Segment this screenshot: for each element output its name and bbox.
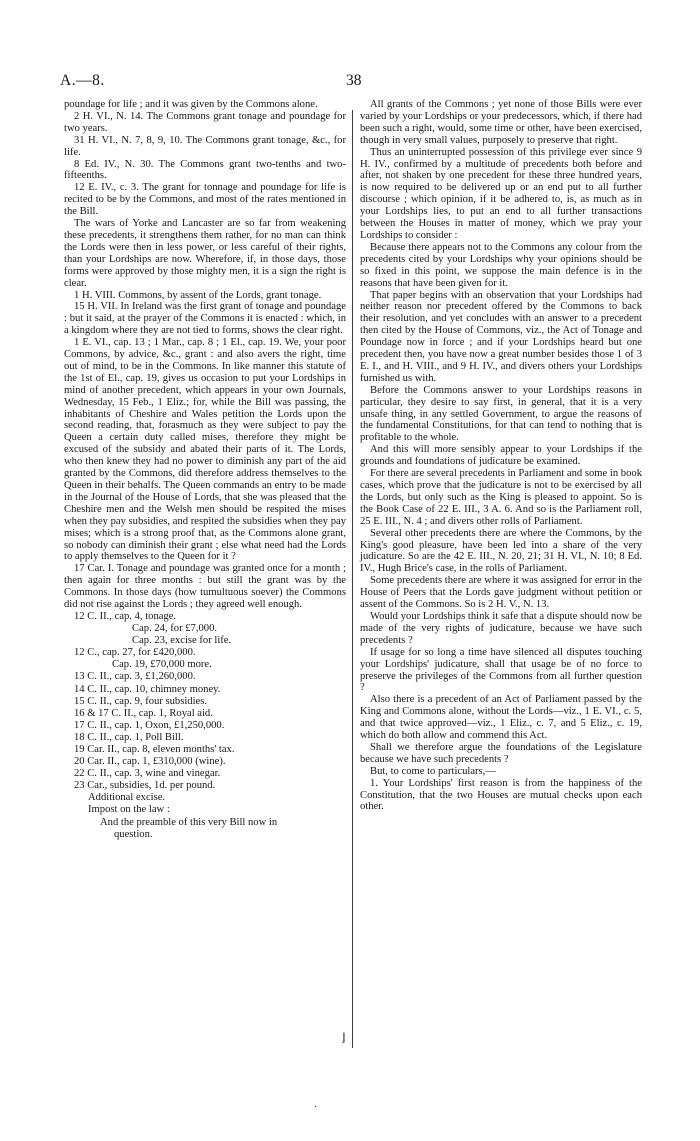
paragraph: Thus an uninterrupted possession of this privilege ever since 9 H. IV., confirmed by a multitude of precedents both before and after, not shaken by one precedent for these three hundred years, is now required to be delivered up or an end put to all further discourse ; which opinion, if it be adhered to, is, as much as in your Lordships lies, to put an end to all further transactions between the Houses in matter of money, which we pray your Lordships to consider : [360,146,642,241]
paragraph: That paper begins with an observation that your Lordships had neither reason nor precedent offered by the Commons to back their resolution, and yet concludes with an answer to a precedent then cited by the House of Commons, viz., the Act of Tonage and Poundage now in force ; and if your Lordships heard but one precedent then, you have now a great number besides those 1 of 3 E. I., and H. VIII., and 9 H. IV., and divers others your Lordships furnished us with. [360,289,642,384]
paragraph: Some precedents there are where it was assigned for error in the House of Peers that the Lords gave judgment without petition or assent of the Commons. So is 2 H. V., N. 13. [360,575,642,611]
list-item: 13 C. II., cap. 3, £1,260,000. [74,671,196,683]
paragraph: 17 Car. I. Tonage and poundage was granted once for a month ; then again for three months : but still the grant was by the Commons. In those days (how tumultuous soever) the Commons did not rise against the Lords ; they agreed well enough. [64,563,346,611]
list-item: 22 C. II., cap. 3, wine and vinegar. [74,768,221,780]
paragraph: Would your Lordships think it safe that a dispute should now be made of the very rights of judicature, because we have such precedents ? [360,610,642,646]
page-number: 38 [346,72,362,89]
page-mark: · [314,1102,318,1113]
paragraph: If usage for so long a time have silenced all disputes touching your Lordships' judicature, shall that usage be of no force to preserve the privileges of the Commons from all further question ? [360,646,642,694]
list-item: 14 C. II., cap. 10, chimney money. [74,683,221,695]
list-item: 12 C., cap. 27, for £420,000. [74,647,196,659]
list-item: Cap. 23, excise for life. [132,635,232,647]
paragraph: The wars of Yorke and Lancaster are so far from weakening these precedents, it strengthens them rather, for no man can think the Lords were then in less power, or less careful of their rights, than your Lordships are now. Wherefore, if, in those days, those forms were approved by those mighty men, it is a sign the right is clear. [64,218,346,289]
paragraph: 8 Ed. IV., N. 30. The Commons grant two-tenths and two-fifteenths. [64,158,346,182]
paragraph: 12 E. IV., c. 3. The grant for tonnage and poundage for life is recited to be by the Commons, and most of the rates mentioned in the Bill. [64,182,346,218]
bracket-mark: ⌋ [341,1032,346,1044]
list-item: 20 Car. II., cap. 1, £310,000 (wine). [74,756,226,768]
list-item: 12 C. II., cap. 4, tonage. [74,610,177,622]
list-item: 15 C. II., cap. 9, four subsidies. [74,695,207,707]
page-header [60,72,640,92]
paragraph: And this will more sensibly appear to your Lordships if the grounds and foundations of judicature be examined. [360,444,642,468]
paragraph: Also there is a precedent of an Act of Parliament passed by the King and Commons alone, without the Lords—viz., 1 E. VI., c. 5, and that twice approved—viz., 1 Eliz., c. 7, and 5 Eliz., c. 19, which do both allow and commend this Act. [360,694,642,742]
paragraph: 31 H. VI., N. 7, 8, 9, 10. The Commons grant tonage, &c., for life. [64,134,346,158]
list-item: And the preamble of this very Bill now in [100,816,278,828]
paragraph: 2 H. VI., N. 14. The Commons grant tonage and poundage for two years. [64,110,346,134]
paragraph: 1 E. VI., cap. 13 ; 1 Mar., cap. 8 ; 1 El., cap. 19. We, your poor Commons, by advice, &c., grant : and also avers the right, time out of mind, to be in the Commons. In like manner this statute of the 1st of El., cap. 19, gives us occasion to put your Lordships in mind of another precedent, which appears in your own Journals, Wednesday, 15 Feb., 1 Eliz.; for, while the Bill was passing, the inhabitants of Cheshire and Wales petition the Lords upon the second reading, that, forasmuch as they were subject to pay the Queen a certain duty called mises, therefore they might be excused of the subsidy and abated their parts of it. The Lords, who then knew they had no power to diminish any part of the aid granted by the Commons, did therefore address themselves to the Queen in their behalfs. The Queen commands an entry to be made in the Journal of the House of Lords, that she was pleased that the Cheshire men and the Welsh men should be respited the mises when they pay subsidies, and respited the subsidies when they pay mises; which is a strong proof that, as the Commons alone grant, so nobody can diminish their grant ; else what need had the Lords to apply themselves to the Queen for it ? [64,337,346,563]
paragraph: For there are several precedents in Parliament and some in book cases, which prove that the judicature is not to be exercised by all the Lords, but only such as the King is pleased to appoint. So is the Book Case of 22 E. III., 3 A. 6. And so is the Parliament roll, 25 E. III., N. 4 ; and divers other rolls of Parliament. [360,468,642,527]
paragraph: Before the Commons answer to your Lordships reasons in particular, they desire to say first, in general, that it is a very unsafe thing, in any settled Government, to argue the reasons of the fundamental Constitutions, for that can tend to nothing that is profitable to the whole. [360,384,642,444]
list-item: Additional excise. [88,792,166,804]
list-item: Cap. 24, for £7,000. [132,623,218,635]
paragraph: All grants of the Commons ; yet none of those Bills were ever varied by your Lordships or your predecessors, which, if there had been such a right, would, some time or other, have been exercised, though in very small values, purposely to preserve that right. [360,99,642,146]
list-item: 18 C. II., cap. 1, Poll Bill. [74,731,184,743]
list-item: 23 Car., subsidies, 1d. per pound. [74,780,216,792]
paragraph: 1. Your Lordships' first reason is from the happiness of the Constitution, that the two Houses are mutual checks upon each other. [360,777,642,813]
list-item: Impost on the law : [88,804,170,816]
paragraph: 1 H. VIII. Commons, by assent of the Lords, grant tonage. [74,289,322,301]
list-item: question. [114,828,153,840]
statute-list [64,611,346,841]
list-item: 16 & 17 C. II., cap. 1, Royal aid. [74,707,213,719]
paragraph: Shall we therefore argue the foundations of the Legislature because we have such precedents ? [360,741,642,765]
list-item: 17 C. II., cap. 1, Oxon, £1,250,000. [74,719,225,731]
list-item: 19 Car. II., cap. 8, eleven months' tax. [74,744,235,755]
paragraph: But, to come to particulars,— [370,765,496,777]
paragraph: poundage for life ; and it was given by the Commons alone. [64,99,318,110]
list-item: Cap. 19, £70,000 more. [112,659,212,671]
right-column [360,99,642,813]
left-column [64,99,346,841]
document-reference: A.—8. [60,72,105,89]
column-divider [352,110,353,1048]
paragraph: Because there appears not to the Commons any colour from the precedents cited by your Lordships why your opinions should be so fixed in this point, we suppose the main defence is in the reasons that have been given for it. [360,241,642,289]
paragraph: Several other precedents there are where the Commons, by the King's good pleasure, have been led into a share of the very judicature. So are the 42 E. III., N. 20, 21; 31 H. VI., N. 10; 8 Ed. IV., Hugh Brice's case, in the rolls of Parliament. [360,527,642,575]
paragraph: 15 H. VII. In Ireland was the first grant of tonage and poundage : but it said, at the prayer of the Commons it is enacted : which, in a kingdom where they are not tied to forms, shows the clear right. [64,301,346,337]
